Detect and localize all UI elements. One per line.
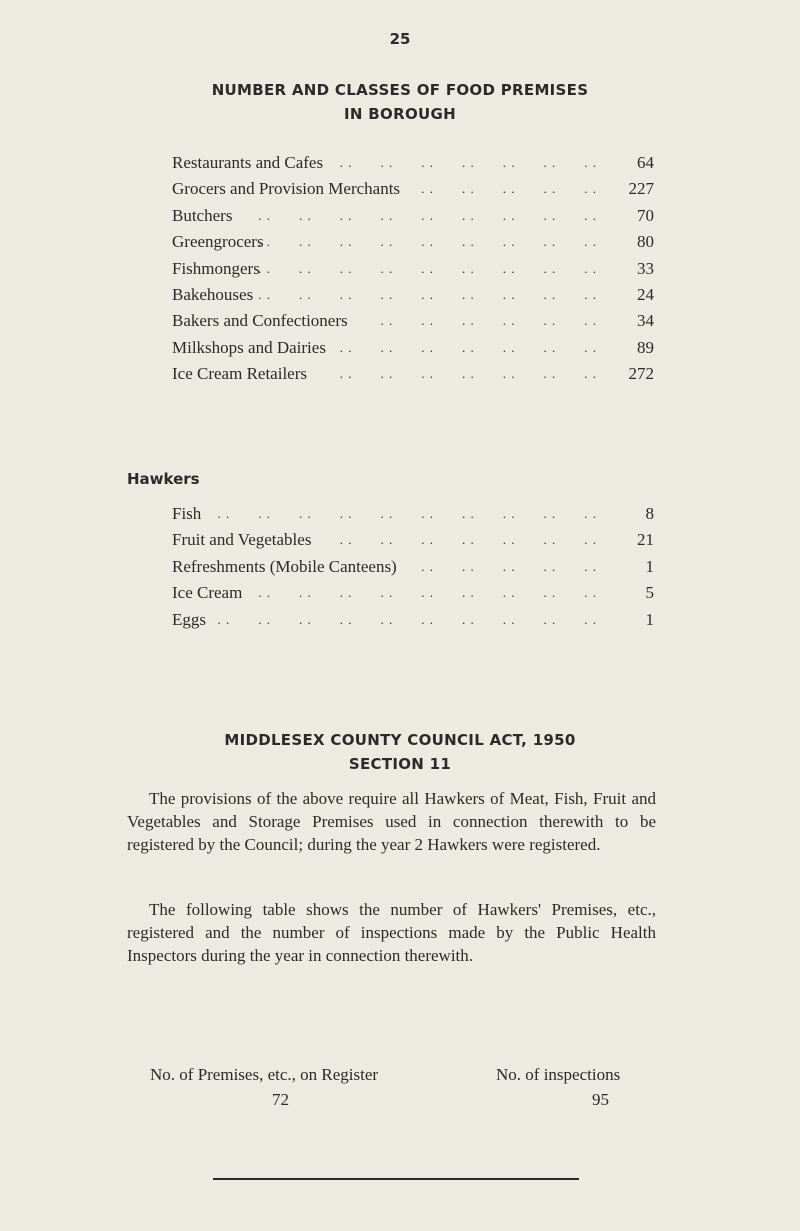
hawkers-row	[172, 501, 657, 527]
premises-row	[172, 229, 657, 255]
hawkers-value: 1	[645, 556, 654, 576]
premises-heading	[0, 78, 800, 126]
act-paragraph-2-text: The following table shows the number of Hawkers' Premises, etc., registered and the number of inspections made by the Public Health Inspectors during the year in connection therewith.	[127, 900, 656, 965]
premises-register-label: No. of Premises, etc., on Register	[150, 1065, 379, 1084]
premises-label: Restaurants and Cafes	[172, 153, 324, 172]
hawkers-label: Fish	[172, 504, 202, 523]
premises-row	[172, 176, 657, 202]
premises-value: 70	[637, 205, 654, 225]
premises-value: 272	[628, 364, 654, 384]
act-paragraph-2	[127, 898, 656, 967]
premises-label: Bakers and Confectioners	[172, 311, 348, 331]
premises-row	[172, 203, 657, 229]
hawkers-row	[172, 527, 657, 553]
page-number: 25	[389, 30, 411, 48]
hawkers-value: 5	[645, 583, 654, 603]
premises-value: 227	[628, 179, 654, 199]
premises-label: Bakehouses	[172, 284, 254, 304]
leader-dots: . . . . . . . . . . . . . .	[339, 339, 597, 355]
hawkers-value: 8	[645, 504, 654, 523]
leader-dots: . . . . . . . . . . . . . . . . . . . .	[217, 506, 597, 521]
premises-value: 24	[637, 284, 654, 304]
hawkers-row	[172, 554, 657, 580]
hawkers-label: Fruit and Vegetables	[172, 530, 312, 550]
premises-row	[172, 256, 657, 282]
premises-row	[172, 361, 657, 387]
hawkers-value: 1	[645, 609, 654, 629]
hawkers-label: Eggs	[172, 609, 206, 629]
premises-label: Fishmongers	[172, 258, 260, 278]
leader-dots: . . . . . . . . . . . . . . . . . .	[258, 234, 597, 250]
premises-row	[172, 335, 657, 361]
footer-rule	[213, 1178, 579, 1180]
act-paragraph-1-text: The provisions of the above require all Hawkers of Meat, Fish, Fruit and Vegetables and Storage Premises used in connection therewith to be registered by the Council; during the year 2 Hawkers were registered.	[127, 789, 656, 854]
leader-dots: . . . . . . . . . . . .	[380, 313, 597, 329]
leader-dots: . . . . . . . . . .	[421, 558, 597, 574]
inspections-value: 95	[592, 1090, 609, 1109]
premises-value: 89	[637, 337, 654, 357]
premises-value: 33	[637, 258, 654, 278]
act-heading	[0, 728, 800, 776]
leader-dots: . . . . . . . . . . . . . .	[339, 366, 597, 382]
premises-value: 80	[637, 232, 654, 252]
act-paragraph-1	[127, 787, 656, 856]
hawkers-label: Ice Cream	[172, 583, 243, 603]
premises-label: Ice Cream Retailers	[172, 364, 307, 384]
leader-dots: . . . . . . . . . . . . . . . . . . . .	[217, 611, 597, 627]
premises-row	[172, 308, 657, 334]
premises-heading-line1: NUMBER AND CLASSES OF FOOD PREMISES	[211, 81, 589, 99]
premises-list	[172, 150, 657, 388]
premises-value: 64	[637, 153, 654, 172]
leader-dots: . . . . . . . . . . . . . .	[339, 532, 597, 548]
leader-dots: . . . . . . . . . . . . . . . . . .	[258, 207, 597, 223]
premises-label: Milkshops and Dairies	[172, 337, 326, 357]
hawkers-list	[172, 501, 657, 633]
premises-label: Grocers and Provision Merchants	[172, 179, 401, 199]
leader-dots: . . . . . . . . . . . . . . . . . .	[258, 286, 597, 302]
hawkers-value: 21	[637, 530, 654, 550]
premises-label: Greengrocers	[172, 232, 264, 252]
premises-row	[172, 150, 657, 176]
hawkers-heading: Hawkers	[127, 470, 200, 488]
premises-row	[172, 282, 657, 308]
hawkers-row	[172, 607, 657, 633]
act-heading-line1: MIDDLESEX COUNTY COUNCIL ACT, 1950	[224, 731, 576, 749]
act-heading-line2: SECTION 11	[348, 755, 452, 773]
premises-label: Butchers	[172, 205, 233, 225]
premises-heading-line2: IN BOROUGH	[344, 105, 456, 123]
premises-register-value: 72	[272, 1090, 289, 1109]
hawkers-row	[172, 580, 657, 606]
hawkers-label: Refreshments (Mobile Canteens)	[172, 556, 397, 576]
inspections-label: No. of inspections	[496, 1065, 621, 1084]
leader-dots: . . . . . . . . . . . . . . . . . .	[258, 585, 597, 601]
premises-value: 34	[637, 311, 654, 331]
leader-dots: . . . . . . . . . . . . . .	[339, 155, 597, 170]
leader-dots: . . . . . . . . . .	[421, 181, 597, 197]
leader-dots: . . . . . . . . . . . . . . . . . .	[258, 260, 597, 276]
